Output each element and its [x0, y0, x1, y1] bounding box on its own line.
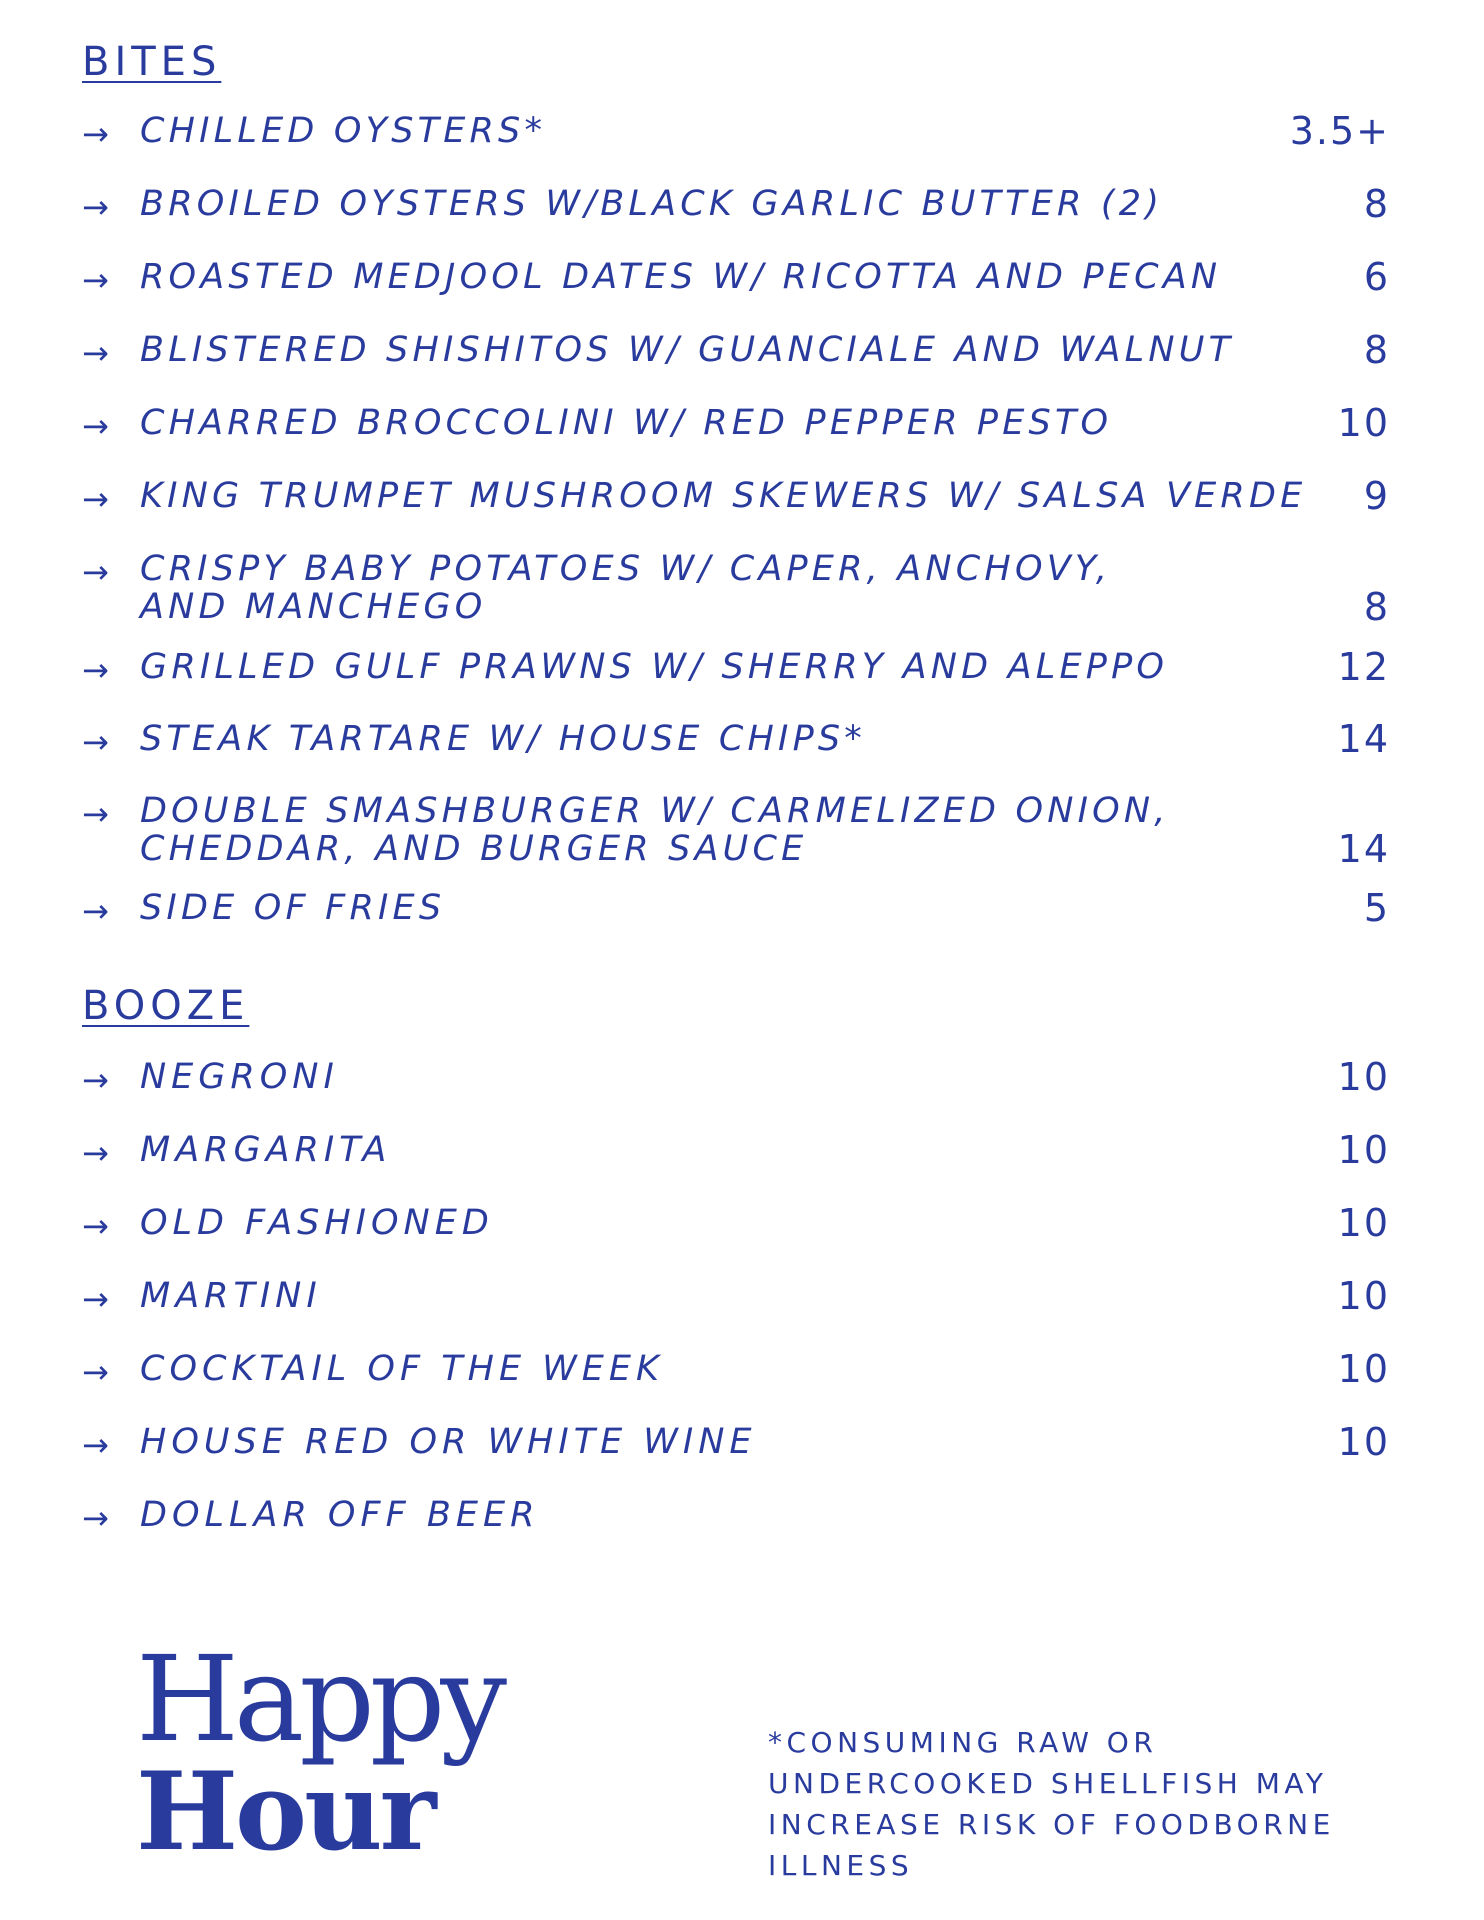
item-price: 5	[1363, 886, 1390, 930]
menu-item-margarita	[82, 1128, 1402, 1191]
item-price: 10	[1337, 1347, 1390, 1391]
arrow-icon: →	[82, 553, 109, 591]
item-price: 12	[1337, 645, 1390, 689]
raw-shellfish-disclaimer: *CONSUMING RAW OR UNDERCOOKED SHELLFISH MAY INCREASE RISK OF FOODBORNE ILLNESS	[768, 1726, 1335, 1882]
arrow-icon: →	[82, 1280, 109, 1318]
item-name: MARGARITA	[140, 1130, 392, 1170]
item-price: 9	[1363, 474, 1390, 518]
item-price: 3.5+	[1289, 109, 1390, 153]
arrow-icon: →	[82, 723, 109, 761]
item-name: MARTINI	[140, 1276, 322, 1316]
item-price: 10	[1337, 1128, 1390, 1172]
menu-item-grilled-prawns	[82, 645, 1402, 708]
menu-item-martini	[82, 1274, 1402, 1337]
item-price: 8	[1363, 182, 1390, 226]
item-price: 10	[1337, 1055, 1390, 1099]
item-name: GRILLED GULF PRAWNS W/ SHERRY AND ALEPPO	[140, 647, 1169, 687]
item-name: KING TRUMPET MUSHROOM SKEWERS W/ SALSA VERDE	[140, 476, 1307, 516]
menu-item-dollar-off-beer	[82, 1496, 1402, 1556]
item-price: 8	[1363, 328, 1390, 372]
arrow-icon: →	[82, 480, 109, 518]
item-name: CHILLED OYSTERS*	[140, 111, 547, 151]
item-name: COCKTAIL OF THE WEEK	[140, 1349, 664, 1389]
booze-heading: BOOZE	[82, 983, 250, 1029]
item-price: 10	[1337, 1274, 1390, 1318]
item-name: BROILED OYSTERS W/BLACK GARLIC BUTTER (2)	[140, 184, 1164, 224]
item-name: CHARRED BROCCOLINI W/ RED PEPPER PESTO	[140, 403, 1113, 443]
arrow-icon: →	[82, 892, 109, 930]
item-price: 10	[1337, 1201, 1390, 1245]
item-price: 10	[1337, 401, 1390, 445]
happy-hour-wordmark	[136, 1630, 502, 1875]
arrow-icon: →	[82, 651, 109, 689]
arrow-icon: →	[82, 334, 109, 372]
item-name: SIDE OF FRIES	[140, 888, 446, 928]
menu-item-king-trumpet-skewers	[82, 474, 1402, 537]
item-price: 14	[1337, 717, 1390, 761]
wordmark-happy: Happy	[136, 1630, 502, 1768]
item-price: 14	[1337, 827, 1390, 871]
arrow-icon: →	[82, 795, 109, 833]
menu-item-charred-broccolini	[82, 401, 1402, 464]
arrow-icon: →	[82, 1061, 109, 1099]
menu-item-crispy-potatoes	[82, 550, 1402, 640]
bites-heading: BITES	[82, 39, 222, 85]
arrow-icon: →	[82, 407, 109, 445]
item-name: DOLLAR OFF BEER	[140, 1495, 540, 1535]
arrow-icon: →	[82, 188, 109, 226]
arrow-icon: →	[82, 1134, 109, 1172]
item-name: BLISTERED SHISHITOS W/ GUANCIALE AND WALNUT	[140, 330, 1235, 370]
menu-item-side-of-fries	[82, 886, 1402, 949]
menu-item-old-fashioned	[82, 1201, 1402, 1264]
item-price: 6	[1363, 255, 1390, 299]
item-name: CRISPY BABY POTATOES W/ CAPER, ANCHOVY, AND MANCHEGO	[140, 549, 1112, 627]
menu-item-broiled-oysters	[82, 182, 1402, 245]
item-name: NEGRONI	[140, 1057, 339, 1097]
arrow-icon: →	[82, 261, 109, 299]
menu-item-blistered-shishitos	[82, 328, 1402, 391]
wordmark-hour: Hour	[136, 1749, 434, 1875]
menu-item-roasted-dates	[82, 255, 1402, 318]
menu-item-double-smashburger	[82, 792, 1402, 882]
item-name: ROASTED MEDJOOL DATES W/ RICOTTA AND PECAN	[140, 257, 1222, 297]
item-name: STEAK TARTARE W/ HOUSE CHIPS*	[140, 719, 866, 759]
arrow-icon: →	[82, 115, 109, 153]
item-price: 10	[1337, 1420, 1390, 1464]
arrow-icon: →	[82, 1499, 109, 1537]
menu-item-house-wine	[82, 1420, 1402, 1483]
item-price: 8	[1363, 585, 1390, 629]
item-name: DOUBLE SMASHBURGER W/ CARMELIZED ONION, CHEDDAR, AND BURGER SAUCE	[140, 791, 1170, 869]
arrow-icon: →	[82, 1426, 109, 1464]
menu-item-chilled-oysters	[82, 109, 1402, 172]
arrow-icon: →	[82, 1353, 109, 1391]
menu-item-negroni	[82, 1055, 1402, 1118]
menu-item-steak-tartare	[82, 717, 1402, 780]
arrow-icon: →	[82, 1207, 109, 1245]
item-name: HOUSE RED OR WHITE WINE	[140, 1422, 757, 1462]
item-name: OLD FASHIONED	[140, 1203, 494, 1243]
menu-item-cocktail-of-the-week	[82, 1347, 1402, 1410]
